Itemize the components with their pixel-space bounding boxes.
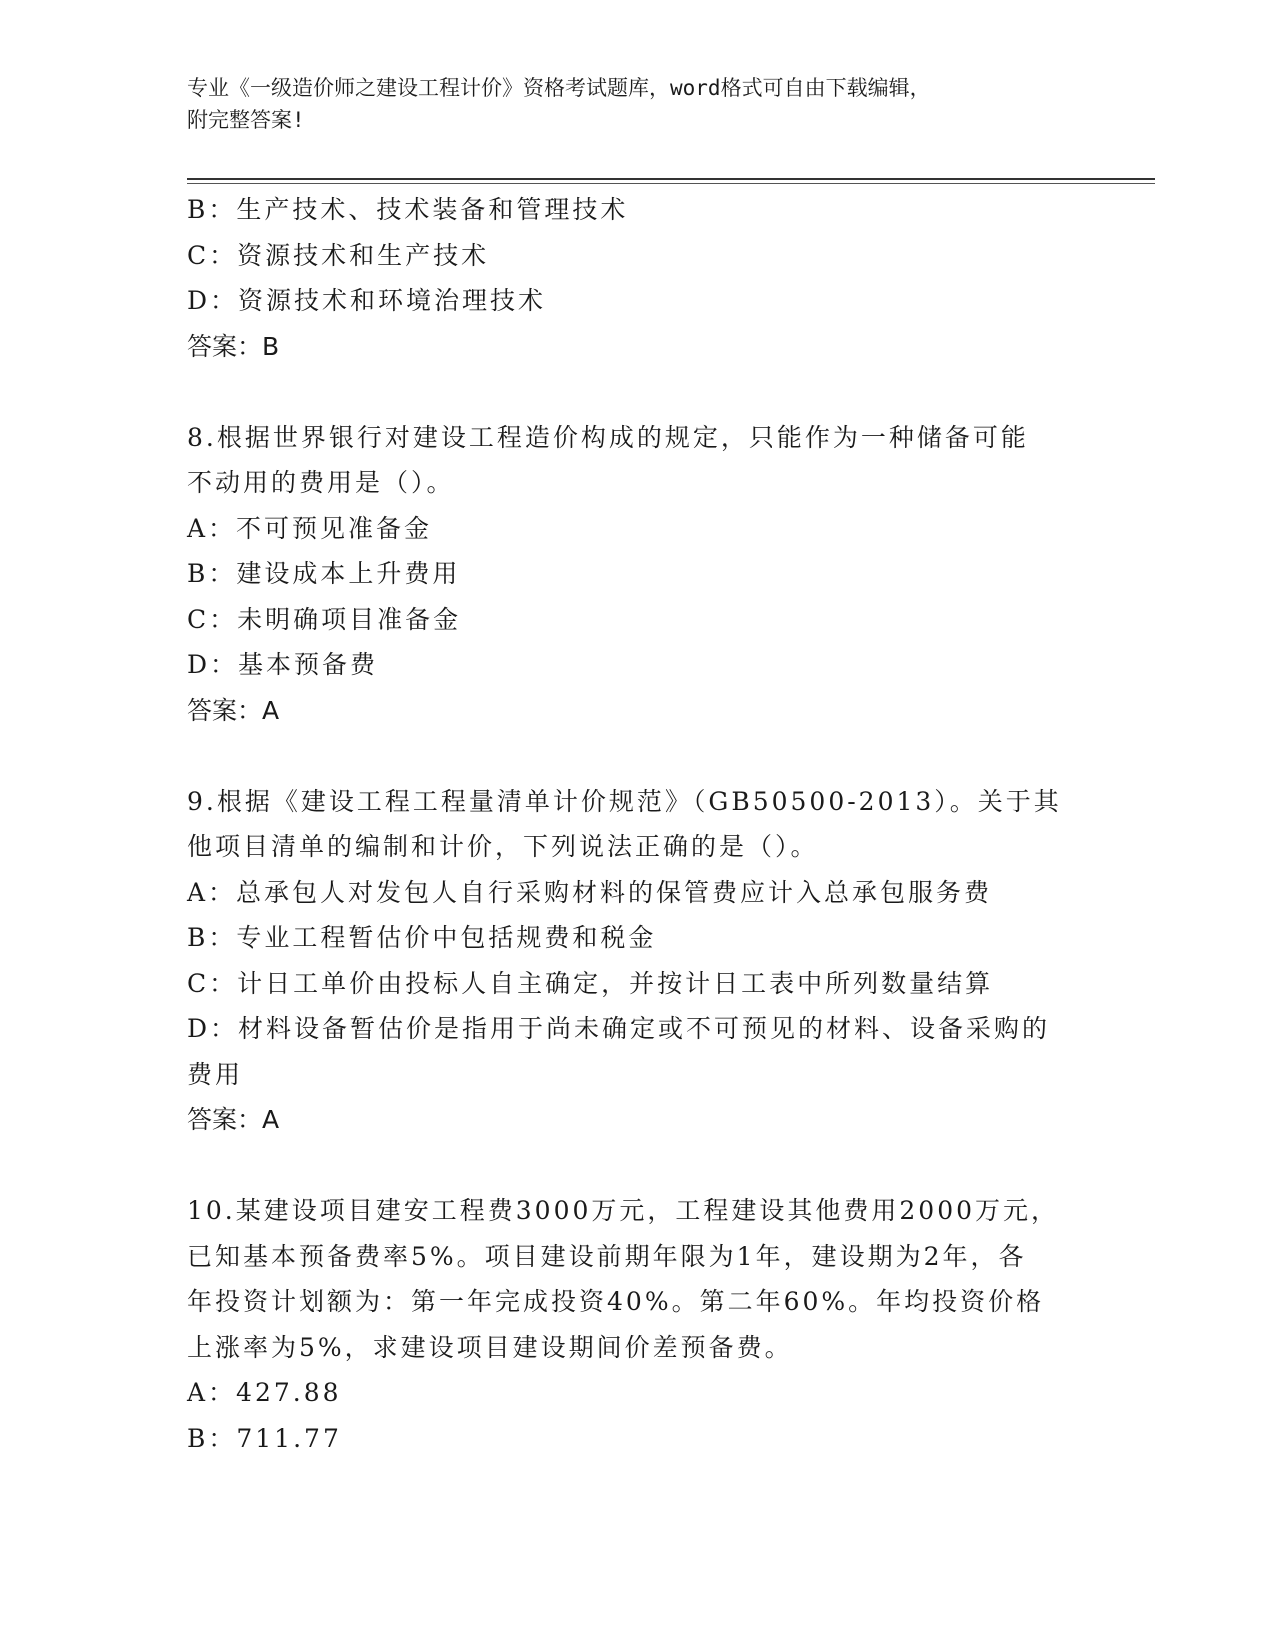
header-line-2: 附完整答案!: [187, 108, 305, 132]
question-7: [187, 187, 1087, 369]
question-stem: 9.根据《建设工程工程量清单计价规范》（GB50500-2013）。关于其: [187, 786, 1062, 816]
spacer: [187, 369, 1087, 415]
option-d: D：基本预备费: [187, 650, 379, 679]
answer: 答案：A: [187, 695, 280, 725]
option-b: B：711.77: [187, 1423, 342, 1453]
option-c: C：未明确项目准备金: [187, 604, 462, 634]
option-d: D：材料设备暂估价是指用于尚未确定或不可预见的材料、设备采购的: [187, 1014, 1051, 1043]
option-c: C：计日工单价由投标人自主确定，并按计日工表中所列数量结算: [187, 968, 994, 998]
question-stem: 年投资计划额为：第一年完成投资40%。第二年60%。年均投资价格: [187, 1287, 1045, 1316]
answer: 答案：B: [187, 331, 280, 361]
document-header: [187, 72, 1067, 136]
spacer: [187, 1143, 1087, 1189]
question-stem: 他项目清单的编制和计价，下列说法正确的是（）。: [187, 832, 819, 861]
option-c: C：资源技术和生产技术: [187, 240, 490, 270]
question-content: [187, 187, 1087, 1461]
question-9: [187, 779, 1087, 1143]
option-b: B：建设成本上升费用: [187, 559, 461, 588]
option-a: A：不可预见准备金: [187, 513, 433, 543]
spacer: [187, 733, 1087, 779]
option-d: D：资源技术和环境治理技术: [187, 286, 547, 315]
question-stem: 上涨率为5%，求建设项目建设期间价差预备费。: [187, 1332, 793, 1362]
question-stem: 10.某建设项目建安工程费3000万元，工程建设其他费用2000万元，: [187, 1196, 1060, 1225]
question-8: [187, 415, 1087, 734]
option-a: A：427.88: [187, 1378, 342, 1407]
option-b: B：生产技术、技术装备和管理技术: [187, 195, 629, 224]
header-divider-thick: [187, 178, 1155, 180]
question-stem: 不动用的费用是（）。: [187, 468, 455, 497]
header-line-1: 专业《一级造价师之建设工程计价》资格考试题库，word格式可自由下载编辑，: [187, 76, 931, 100]
question-stem: 已知基本预备费率5%。项目建设前期年限为1年，建设期为2年，各: [187, 1241, 1027, 1271]
header-divider-thin: [187, 183, 1155, 184]
answer: 答案：A: [187, 1105, 280, 1134]
question-10: [187, 1188, 1087, 1461]
question-stem: 8.根据世界银行对建设工程造价构成的规定，只能作为一种储备可能: [187, 422, 1029, 452]
option-d-continuation: 费用: [187, 1059, 244, 1089]
option-b: B：专业工程暂估价中包括规费和税金: [187, 923, 657, 952]
option-a: A：总承包人对发包人自行采购材料的保管费应计入总承包服务费: [187, 877, 993, 907]
